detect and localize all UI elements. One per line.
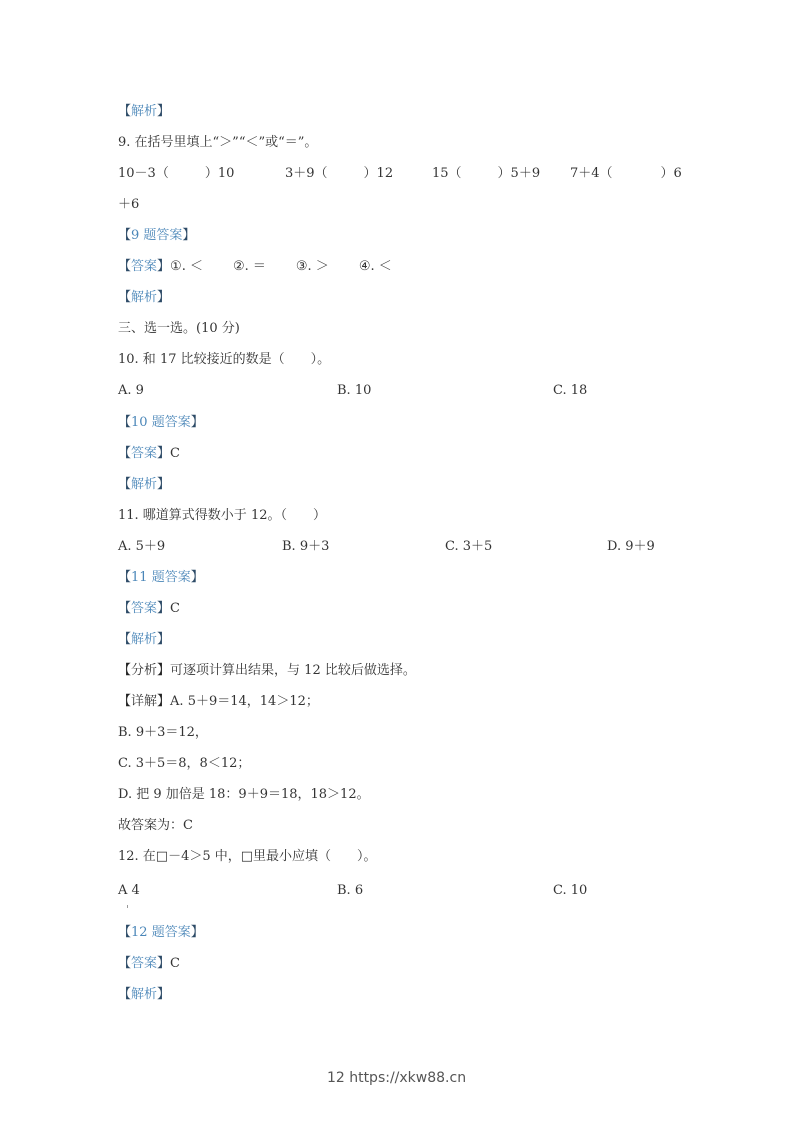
compare-item-3: 15（ ）5＋9	[432, 166, 541, 181]
answer-header-11: 【11 题答案】	[118, 570, 204, 585]
conclusion-11: 故答案为：C	[118, 818, 193, 833]
answer-9-2: ②. ＝	[232, 259, 266, 274]
q10-option-a: A. 9	[118, 383, 144, 398]
q11-option-b: B. 9＋3	[282, 539, 330, 554]
xiangjie-11-a: 【详解】A. 5＋9＝14，14＞12；	[118, 694, 319, 709]
answer-header-10: 【10 题答案】	[118, 415, 204, 430]
answer-9: 【答案】①. ＜ ②. ＝ ③. ＞ ④. ＜	[118, 259, 392, 274]
analysis-label: 【解析】	[118, 104, 171, 119]
question-12-stem: 12. 在□－4＞5 中，□里最小应填（ ）。	[118, 849, 377, 864]
q12-option-a: A 4	[118, 883, 140, 898]
analysis-label-10: 【解析】	[118, 477, 171, 492]
section-3-title: 三、选一选。(10 分)	[118, 321, 240, 336]
xiangjie-11-b: B. 9＋3＝12，	[118, 725, 208, 740]
q11-option-a: A. 5＋9	[118, 539, 166, 554]
xiangjie-11-c: C. 3＋5＝8，8＜12；	[118, 756, 251, 771]
compare-item-2: 3＋9（ ）12	[285, 166, 394, 181]
question-9-stem: 9. 在括号里填上“＞”“＜”或“＝”。	[118, 135, 318, 150]
analysis-label-11: 【解析】	[118, 632, 171, 647]
answer-header-12: 【12 题答案】	[118, 925, 204, 940]
analysis-label-12: 【解析】	[118, 987, 171, 1002]
q11-option-d: D. 9＋9	[607, 539, 655, 554]
answer-header-9: 【9 题答案】	[118, 228, 196, 243]
stray-mark	[127, 905, 128, 908]
compare-item-4-wrap: ＋6	[118, 197, 140, 212]
answer-9-4: ④. ＜	[358, 259, 392, 274]
page-footer: 12 https://xkw88.cn	[326, 1070, 467, 1086]
answer-11: 【答案】C	[118, 601, 180, 616]
q10-option-c: C. 18	[553, 383, 588, 398]
question-10-stem: 10. 和 17 比较接近的数是（ ）。	[118, 352, 331, 367]
question-11-stem: 11. 哪道算式得数小于 12。（ ）	[118, 508, 326, 523]
xiangjie-11-d: D. 把 9 加倍是 18：9＋9＝18，18＞12。	[118, 787, 370, 802]
analysis-label-9: 【解析】	[118, 290, 171, 305]
answer-9-1: ①. ＜	[170, 259, 203, 274]
answer-12: 【答案】C	[118, 956, 180, 971]
compare-item-1: 10－3（ ）10	[118, 166, 235, 181]
fenxi-11: 【分析】可逐项计算出结果，与 12 比较后做选择。	[118, 663, 416, 678]
q10-option-b: B. 10	[337, 383, 372, 398]
q12-option-b: B. 6	[337, 883, 364, 898]
answer-10: 【答案】C	[118, 446, 180, 461]
q11-option-c: C. 3＋5	[445, 539, 493, 554]
compare-item-4: 7＋4（ ）6	[570, 166, 682, 181]
q12-option-c: C. 10	[553, 883, 588, 898]
answer-9-3: ③. ＞	[295, 259, 329, 274]
